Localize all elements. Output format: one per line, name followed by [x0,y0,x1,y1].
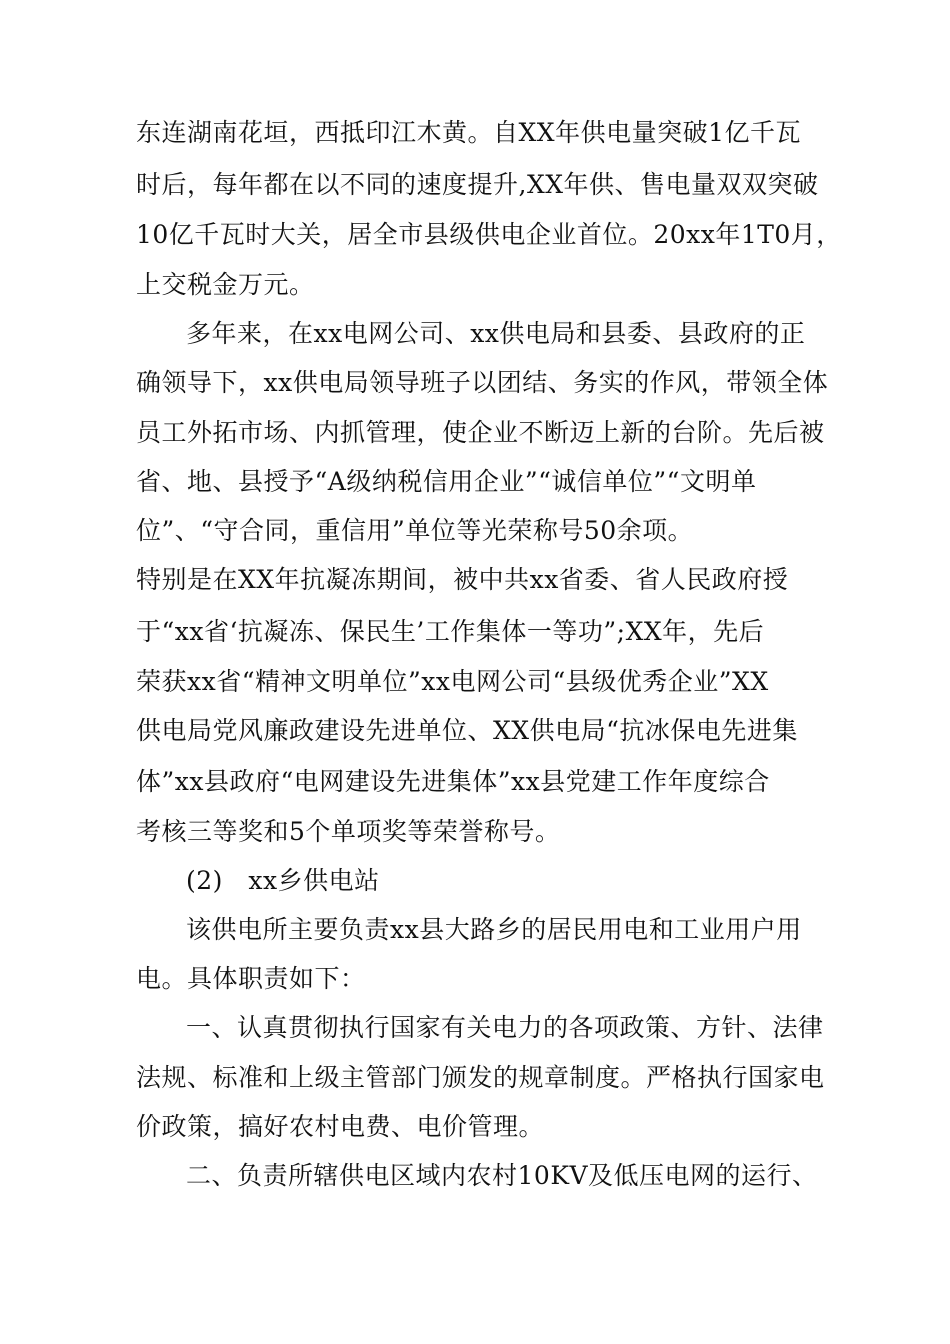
section-heading: (2) xx乡供电站 [186,866,380,895]
text-line: 10亿千瓦时大关，居全市县级供电企业首位。20xx年1T0月， [136,220,842,249]
text-line: 位”、“守合同，重信用”单位等光荣称号50余项。 [136,516,694,545]
text-line: 确领导下，xx供电局领导班子以团结、务实的作风，带领全体 [136,368,829,397]
text-line: 特别是在XX年抗凝冻期间，被中共xx省委、省人民政府授 [136,565,789,594]
text-line: 荣获xx省“精神文明单位”xx电网公司“县级优秀企业”XX [136,667,769,696]
text-line: 供电局党风廉政建设先进单位、XX供电局“抗冰保电先进集 [136,716,798,745]
text-line: 体”xx县政府“电网建设先进集体”xx县党建工作年度综合 [136,767,770,796]
text-line: 时后，每年都在以不同的速度提升,XX年供、售电量双双突破 [136,170,819,199]
text-line: 多年来，在xx电网公司、xx供电局和县委、县政府的正 [186,319,806,348]
text-line: 电。具体职责如下： [136,964,366,993]
text-line: 该供电所主要负责xx县大路乡的居民用电和工业用户用 [186,915,802,944]
text-line: 东连湖南花垣，西抵印江木黄。自XX年供电量突破1亿千瓦 [136,118,802,147]
text-line: 省、地、县授予“A级纳税信用企业”“诚信单位”“文明单 [136,467,757,496]
text-line: 价政策，搞好农村电费、电价管理。 [136,1112,545,1141]
text-line: 二、负责所辖供电区域内农村10KV及低压电网的运行、 [186,1161,818,1190]
text-line: 员工外拓市场、内抓管理，使企业不断迈上新的台阶。先后被 [136,418,825,447]
text-line: 一、认真贯彻执行国家有关电力的各项政策、方针、法律 [186,1013,824,1042]
text-line: 法规、标准和上级主管部门颁发的规章制度。严格执行国家电 [136,1063,825,1092]
text-line: 上交税金万元。 [136,270,315,299]
text-line: 考核三等奖和5个单项奖等荣誉称号。 [136,817,561,846]
text-line: 于“xx省‘抗凝冻、保民生’工作集体一等功”;XX年，先后 [136,617,765,646]
